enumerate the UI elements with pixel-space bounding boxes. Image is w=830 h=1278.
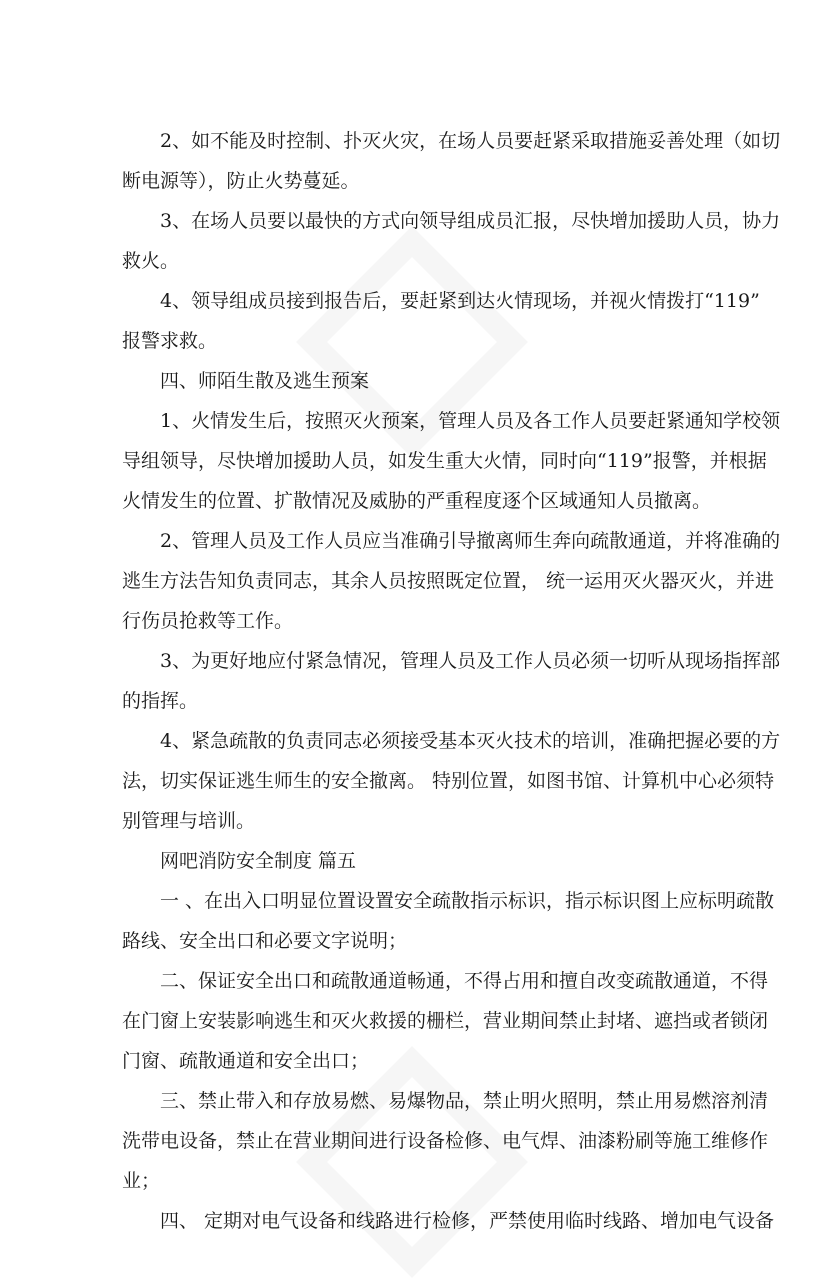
text-line: 火情发生的位置、扩散情况及威胁的严重程度逐个区域通知人员撤离。	[122, 490, 712, 512]
paragraph	[122, 361, 714, 401]
paragraph	[122, 841, 714, 881]
text-line: 四、师陌生散及逃生预案	[160, 370, 370, 392]
text-line: 断电源等），防止火势蔓延。	[122, 170, 360, 192]
text-line: 报警求救。	[122, 330, 218, 352]
paragraph	[122, 961, 769, 1081]
text-line: 一 、在出入口明显位置设置安全疏散指示标识，指示标识图上应标明疏散	[160, 890, 775, 912]
paragraph	[122, 121, 781, 201]
text-line: 门窗、疏散通道和安全出口；	[122, 1050, 370, 1072]
text-line: 在门窗上安装影响逃生和灭火救援的栅栏，营业期间禁止封堵、遮挡或者锁闭	[122, 1010, 769, 1032]
text-line: 洗带电设备，禁止在营业期间进行设备检修、电气焊、油漆粉刷等施工维修作	[122, 1130, 769, 1152]
text-line: 四、 定期对电气设备和线路进行检修，严禁使用临时线路、增加电气设备	[160, 1210, 775, 1232]
text-line: 3、在场人员要以最快的方式向领导组成员汇报，尽快增加援助人员，协力	[160, 210, 781, 232]
text-line: 导组领导，尽快增加援助人员，如发生重大火情，同时向“119”报警，并根据	[122, 450, 767, 472]
paragraph	[122, 201, 781, 281]
text-line: 三、禁止带入和存放易燃、易爆物品，禁止明火照明，禁止用易燃溶剂清	[160, 1090, 769, 1112]
text-line: 1、火情发生后，按照灭火预案，管理人员及各工作人员要赶紧通知学校领	[160, 410, 781, 432]
text-line: 救火。	[122, 250, 180, 272]
paragraph	[122, 1081, 769, 1201]
text-line: 4、紧急疏散的负责同志必须接受基本灭火技术的培训，准确把握必要的方	[160, 730, 781, 752]
text-line: 行伤员抢救等工作。	[122, 610, 294, 632]
text-line: 网吧消防安全制度 篇五	[160, 850, 357, 872]
text-line: 路线、安全出口和必要文字说明；	[122, 930, 408, 952]
paragraph	[122, 521, 781, 641]
text-line: 的指挥。	[122, 690, 199, 712]
text-line: 业；	[122, 1170, 161, 1192]
text-line: 逃生方法告知负责同志，其余人员按照既定位置， 统一运用灭火器灭火，并进	[122, 570, 775, 592]
text-line: 别管理与培训。	[122, 810, 256, 832]
text-line: 二、保证安全出口和疏散通道畅通，不得占用和擅自改变疏散通道，不得	[160, 970, 769, 992]
text-line: 2、如不能及时控制、扑灭火灾，在场人员要赶紧采取措施妥善处理（如切	[160, 130, 781, 152]
paragraph	[122, 881, 775, 961]
text-line: 4、领导组成员接到报告后，要赶紧到达火情现场，并视火情拨打“119”	[160, 290, 760, 312]
paragraph	[122, 641, 781, 721]
paragraph	[122, 281, 760, 361]
paragraph	[122, 401, 781, 521]
text-line: 3、为更好地应付紧急情况，管理人员及工作人员必须一切听从现场指挥部	[160, 650, 781, 672]
paragraph	[122, 721, 781, 841]
text-line: 2、管理人员及工作人员应当准确引导撤离师生奔向疏散通道，并将准确的	[160, 530, 781, 552]
paragraph	[122, 1201, 775, 1241]
text-line: 法，切实保证逃生师生的安全撤离。 特别位置，如图书馆、计算机中心必须特	[122, 770, 775, 792]
document-body	[122, 121, 781, 1241]
